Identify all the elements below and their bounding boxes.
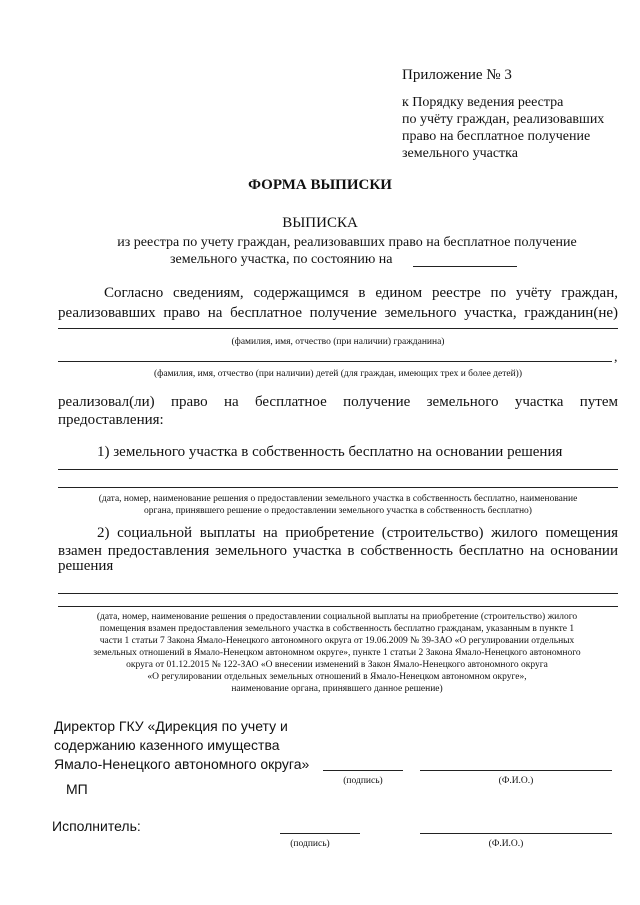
date-blank-line [413,266,517,267]
item-2-caption-6: «О регулировании отдельных земельных отношений в Ямало-Ненецком автономном округе», [147,672,527,682]
item-1-caption-line-2: органа, принявшего решение о предоставлении земельного участка в собственность бесплатно) [144,506,532,516]
executor-signature-caption: (подпись) [290,839,330,849]
item-2-caption-2: помещения взамен предоставления земельного участка в собственность бесплатно гражданам, указанным в пункте 1 [99,624,575,634]
item-2-line-2-rule [58,606,618,607]
citizen-name-line [58,328,618,329]
stamp-placeholder: МП [66,781,88,797]
item-2-line-3: решения [58,558,114,574]
item-1-caption-line-1: (дата, номер, наименование решения о предоставлении земельного участка в собственность бесплатно, наименование [98,494,578,504]
appendix-line-2: по учёту граждан, реализовавших [402,112,605,127]
item-1-text: 1) земельного участка в собственность бесплатно на основании решения [97,444,563,460]
item-1-line [58,469,618,470]
director-title-line-2: содержанию казенного имущества [54,737,280,753]
realized-line-1: реализовал(ли) право на бесплатное получение земельного участка путем [58,394,618,410]
children-name-caption: (фамилия, имя, отчество (при наличии) детей (для граждан, имеющих трех и более детей)) [154,369,522,379]
item-2-caption-4: земельных отношений в Ямало-Ненецком автономном округе», пункте 1 статьи 2 Закона Ямало-Ненецкого автономного [93,648,581,658]
appendix-line-3: право на бесплатное получение [402,129,591,144]
paragraph-intro-line-1: Согласно сведениям, содержащимся в едином реестре по учёту граждан, [104,285,618,301]
subtitle-line-2: земельного участка, по состоянию на [170,252,393,267]
executor-signature-line [280,833,360,834]
item-2-caption-1: (дата, номер, наименование решения о предоставлении социальной выплаты на приобретение (строительство) жилого [96,612,578,622]
appendix-line-1: к Порядку ведения реестра [402,95,564,110]
children-name-line [58,361,612,362]
item-2-line-2: взамен предоставления земельного участка в собственность бесплатно на основании [58,543,618,559]
realized-line-2: предоставления: [58,412,164,428]
executor-name-caption: (Ф.И.О.) [488,839,524,849]
item-2-caption-5: округа от 01.12.2015 № 122-ЗАО «О внесении изменений в Закон Ямало-Ненецкого автономного округа [126,660,548,670]
appendix-line-4: земельного участка [402,146,518,161]
citizen-name-caption: (фамилия, имя, отчество (при наличии) гражданина) [231,337,445,347]
executor-name-line [420,833,612,834]
director-title-line-1: Директор ГКУ «Дирекция по учету и [54,718,288,734]
item-1-line-2 [58,487,618,488]
item-2-caption-7: наименование органа, принявшего данное решение) [231,684,443,694]
appendix-title: Приложение № 3 [402,67,512,83]
item-2-line [58,593,618,594]
director-name-line [420,770,612,771]
subtitle-line-1: из реестра по учету граждан, реализовавших право на бесплатное получение [117,235,577,250]
executor-label: Исполнитель: [52,818,141,834]
form-title: ФОРМА ВЫПИСКИ [248,177,392,193]
paragraph-intro-line-2: реализовавших право на бесплатное получение земельного участка, гражданин(не) [58,305,618,321]
item-2-line-1: 2) социальной выплаты на приобретение (строительство) жилого помещения [97,525,618,541]
director-name-caption: (Ф.И.О.) [498,776,534,786]
document-title: ВЫПИСКА [282,215,358,231]
children-line-comma: , [614,350,618,365]
director-signature-caption: (подпись) [343,776,383,786]
item-2-caption-3: части 1 статьи 7 Закона Ямало-Ненецкого автономного округа от 19.06.2009 № 39-ЗАО «О регулировании отдельных [99,636,575,646]
director-signature-line [323,770,403,771]
director-title-line-3: Ямало-Ненецкого автономного округа» [54,756,310,772]
